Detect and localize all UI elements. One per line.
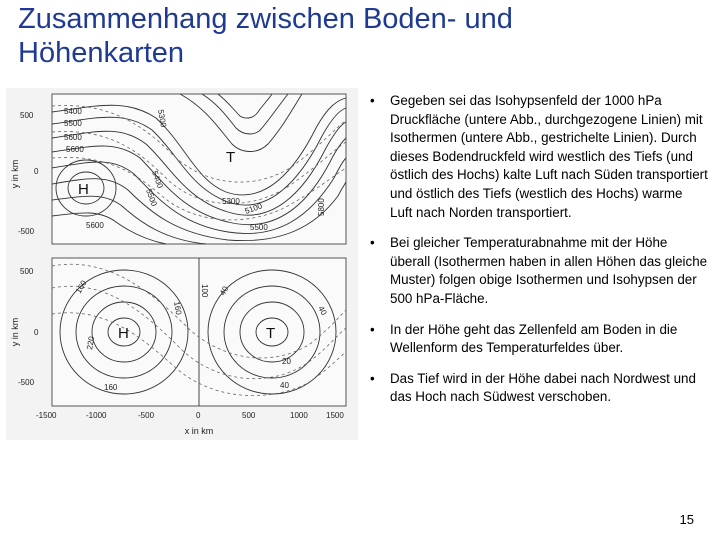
contour-label: 160 xyxy=(104,383,118,392)
lower-ytick-500: 500 xyxy=(20,267,34,276)
contour-label: 5400 xyxy=(64,107,82,116)
isohypse-map-figure xyxy=(6,88,358,440)
upper-ytick-0: 0 xyxy=(34,167,39,176)
bullet-marker: • xyxy=(370,235,375,251)
lower-ytick-neg500: -500 xyxy=(18,378,35,387)
xtick: 500 xyxy=(242,411,256,420)
contour-label: 5600 xyxy=(66,145,84,154)
map-figure xyxy=(6,88,358,440)
xtick: -1500 xyxy=(36,411,57,420)
bullet-item xyxy=(368,234,708,308)
slide-title: Zusammenhang zwischen Boden- und Höhenkarten xyxy=(18,3,513,69)
xtick: -500 xyxy=(138,411,155,420)
xtick: 1000 xyxy=(290,411,308,420)
contour-label: 5400 xyxy=(150,169,165,190)
upper-y-axis-label: y in km xyxy=(10,159,20,189)
contour-label: 100 xyxy=(200,284,209,298)
contour-label: 5500 xyxy=(250,223,268,232)
bullet-marker: • xyxy=(370,321,375,337)
lower-x-axis-label: x in km xyxy=(184,426,214,436)
contour-label: 5500 xyxy=(144,187,159,208)
contour-label: 160 xyxy=(73,278,89,295)
bullet-item xyxy=(368,370,708,407)
upper-low-label: T xyxy=(226,149,236,166)
bullet-text: Bei gleicher Temperaturabnahme mit der Höhe überall (Isothermen haben in allen Höhen das gleiche Muster) folgen obige Isothermen und Isohypsen der 500 hPa-Fläche. xyxy=(390,235,708,306)
lower-ytick-0: 0 xyxy=(34,328,39,337)
lower-high-label: H xyxy=(118,325,129,342)
contour-label: 5800 xyxy=(317,198,326,216)
contour-label: 5600 xyxy=(86,221,104,230)
bullet-list xyxy=(368,92,708,419)
bullet-item xyxy=(368,321,708,358)
upper-ytick-neg500: -500 xyxy=(18,227,35,236)
bullet-marker: • xyxy=(370,370,375,386)
contour-label: 20 xyxy=(282,357,291,366)
upper-high-label: H xyxy=(78,181,89,198)
contour-label: 40 xyxy=(280,381,289,390)
contour-label: 5500 xyxy=(64,119,82,128)
upper-ytick-500: 500 xyxy=(20,111,34,120)
xtick: -1000 xyxy=(86,411,107,420)
contour-label: 5300 xyxy=(222,197,240,206)
xtick: 0 xyxy=(196,411,201,420)
contour-label: 5600 xyxy=(64,133,82,142)
xtick: 1500 xyxy=(326,411,344,420)
contour-label: 160 xyxy=(172,300,184,316)
bullet-item xyxy=(368,92,708,222)
bullet-text: In der Höhe geht das Zellenfeld am Boden in die Wellenform des Temperaturfeldes über. xyxy=(390,321,678,356)
page-number: 15 xyxy=(679,512,694,527)
lower-low-label: T xyxy=(266,325,276,342)
contour-label: 40 xyxy=(316,304,329,317)
bullet-text: Das Tief wird in der Höhe dabei nach Nordwest und das Hoch nach Südwest verschoben. xyxy=(390,370,696,405)
contour-label: 220 xyxy=(85,335,97,351)
bullet-marker: • xyxy=(370,93,375,108)
lower-y-axis-label: y in km xyxy=(10,317,20,347)
contour-label: 5300 xyxy=(156,108,168,128)
bullet-text: Gegeben sei das Isohypsenfeld der 1000 hPa Druckfläche (untere Abb., durchgezogene Linien) mit Isothermen (untere Abb., gestrichelte Linien). Durch dieses Bodendruckfeld wird westlich des Tiefs (und östlich des Hochs) kalte Luft nach Süden transportiert und östlich des Tiefs (westlich des Hochs) warme Luft nach Norden transportiert. xyxy=(390,93,708,220)
contour-label: 5100 xyxy=(243,201,264,216)
contour-label: 40 xyxy=(217,284,231,297)
